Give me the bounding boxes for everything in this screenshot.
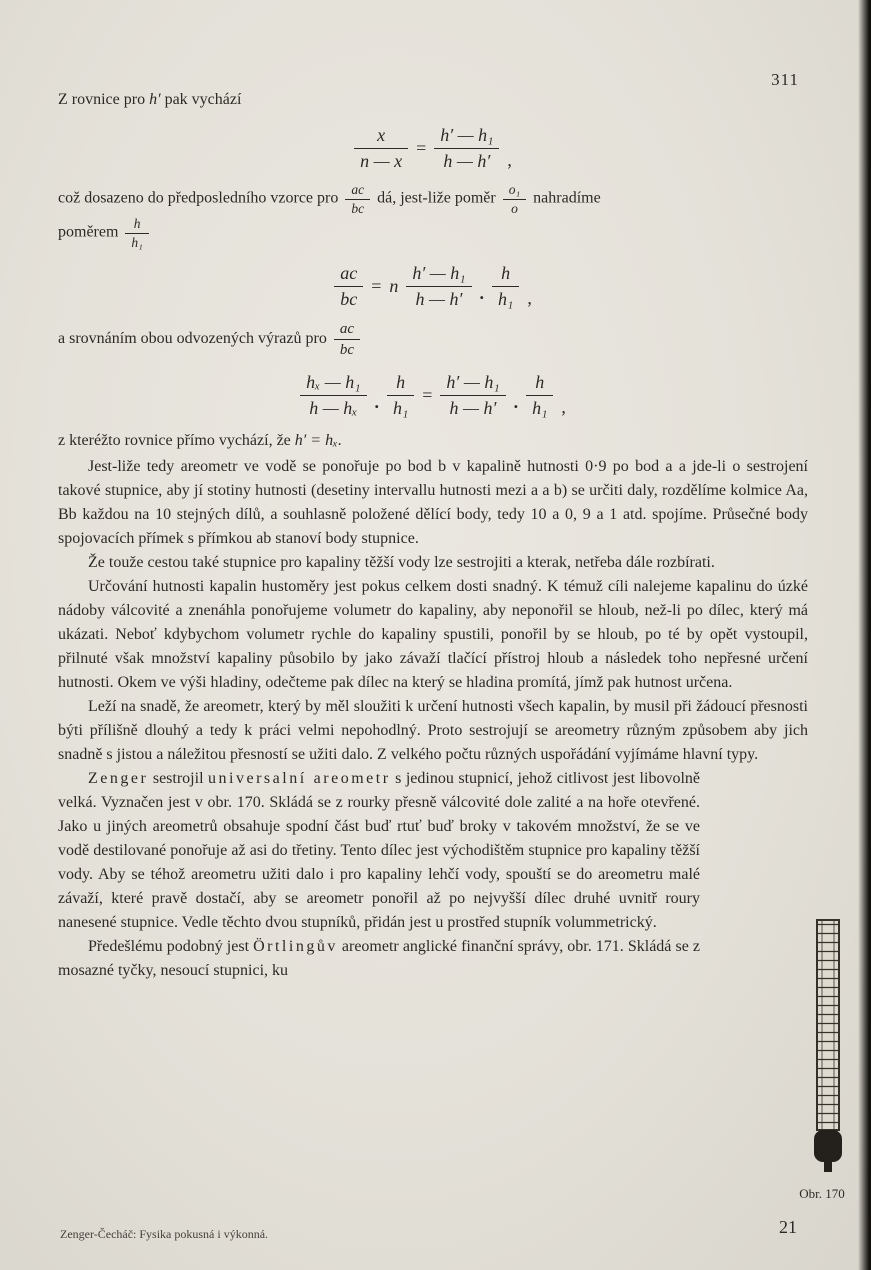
numerator: h′ — h₁ [434, 124, 499, 149]
denominator: h₁ [498, 288, 514, 309]
text-segment: . [337, 432, 342, 450]
denominator: n — x [360, 150, 403, 171]
numerator: h [125, 216, 148, 234]
numerator: hₓ — h₁ [300, 371, 366, 396]
lead-line [58, 88, 808, 112]
conclusion-math: h′ = hₓ [294, 432, 338, 450]
denominator: bc [339, 342, 354, 359]
fraction-o1-o-inline [503, 182, 526, 216]
fraction-hx-over-h [300, 371, 366, 419]
fraction-h-h1-inline [125, 216, 148, 250]
comma: , [507, 150, 512, 170]
denominator: h₁ [532, 397, 548, 418]
equals-sign: = [416, 138, 427, 158]
denominator: h — h′ [443, 150, 491, 171]
equation-1 [58, 124, 808, 172]
universal-areometer-term: universalní areometr [208, 770, 391, 788]
zenger-name: Zenger [88, 770, 149, 788]
text-segment: dá, jest-liže poměr [377, 189, 496, 207]
oertling-name: Örtlingův [253, 938, 338, 956]
page-number: 311 [771, 70, 799, 89]
denominator: bc [340, 288, 358, 309]
text-segment: areometr anglické finanční správy, obr. 171. Skládá se z mosazné tyčky, nesoucí stupnici, ku [58, 938, 700, 980]
equals-sign: = [422, 385, 433, 406]
page-content [58, 88, 808, 983]
denominator: o [511, 200, 518, 216]
text-segment: poměrem [58, 223, 119, 241]
fraction-hprime-over-h [406, 262, 471, 310]
lead-text-2: pak vychází [160, 91, 242, 108]
comma: , [527, 288, 532, 309]
numerator: ac [345, 182, 370, 200]
numerator: h′ — h₁ [406, 262, 471, 287]
numerator: x [354, 124, 408, 149]
denominator: bc [351, 200, 365, 216]
numerator: ac [334, 262, 363, 287]
numerator: ac [334, 320, 360, 340]
equation-3 [58, 371, 808, 419]
text-segment: z kteréžto rovnice přímo vychází, že [58, 432, 295, 450]
paragraph-zenger [58, 767, 700, 935]
denominator: h — h′ [415, 288, 463, 309]
text-segment: Předešlému podobný jest [88, 938, 254, 956]
fraction-h-h1-2 [526, 371, 553, 419]
denominator: h — hₓ [309, 397, 358, 418]
numerator: o₁ [503, 182, 526, 200]
paragraph-scale-construction: Jest-liže tedy areometr ve vodě se ponořuje po bod b v kapalině hutnosti 0·9 po bod a a jde-li o sestrojení takové stupnice, aby jí stotiny hutnosti (desetiny intervallu hutnosti mezi a a b) se určiti daly, rozdělíme kolmice Aa, Bb každou na 10 stejných dílů, a souhlasně položené dělící body, tedy 10 a 0, 9 a 1 atd. spojíme. Průsečné body spojovacích přímek s přímkou ab stanoví body stupnice. [58, 458, 808, 548]
paragraph-comparison [58, 320, 808, 359]
lead-variable: h′ [149, 91, 161, 108]
fraction-h-h1 [387, 371, 414, 419]
numerator: h′ — h₁ [440, 371, 505, 396]
multiplication-dot: . [374, 392, 379, 413]
figure-caption: Obr. 170 [799, 1186, 845, 1201]
text-segment: což dosazeno do předposledního vzorce pro [58, 189, 339, 207]
paragraph-density-measurement: Určování hutnosti kapalin hustoměry jest pokus celkem dosti snadný. K témuž cíli nalejeme kapalinu do úzké nádoby válcovité a znenáhla ponořujeme volumetr do kapaliny, aby neponořil se hloub, než-li po dílec, který má ukázati. Neboť kdybychom volumetr rychle do kapaliny spustili, ponořil by se hloub, po té by opět vystoupil, přilnuté však množství kapaliny působilo by jako závaží tlačící přístroj hloub a následek toho nepřesné určení hutnosti. Okem ve výši hladiny, odečteme pak dílec na který se hladina promítá, jímž pak hutnost určena. [58, 578, 808, 692]
footer-signature-number: 21 [779, 1217, 797, 1237]
denominator: h₁ [131, 234, 143, 250]
paragraph-conclusion [58, 429, 808, 453]
fraction-ac-bc-inline-2 [334, 320, 360, 359]
paragraph-areometer-length: Leží na snadě, že areometr, který by měl sloužiti k určení hutnosti všech kapalin, by musil při žádoucí přesnosti býti přílišně dlouhý a tedy k práci velmi nepohodlný. Proto sestrojují se areometry různým způsobem aby jich snadně s jistou a náležitou přesností se užiti dalo. Z velkého počtu různých uspořádání vyjímáme hlavní typy. [58, 698, 808, 764]
numerator: h [492, 262, 519, 287]
denominator: h — h′ [449, 397, 497, 418]
multiplication-dot: . [479, 283, 485, 304]
figure-areometer [800, 918, 856, 1202]
page-edge-shadow [858, 0, 871, 1270]
fraction-hprime-over-h [440, 371, 505, 419]
paragraph-oertling [58, 935, 700, 983]
text-segment: nahradíme [533, 189, 601, 207]
coefficient-n: n [389, 276, 399, 297]
paragraph-heavier-liquids: Že touže cestou také stupnice pro kapaliny těžší vody lze sestrojiti a kterak, netřeba dále rozbírati. [88, 554, 715, 572]
paragraph-substitution [58, 182, 808, 250]
areometer-illustration [805, 918, 851, 1176]
equals-sign: = [371, 276, 382, 297]
footer-book-title: Zenger-Čecháč: Fysika pokusná i výkonná. [60, 1227, 269, 1241]
fraction-ac-bc-inline [345, 182, 370, 216]
denominator: h₁ [393, 397, 409, 418]
equation-2 [58, 262, 808, 310]
comma: , [561, 397, 566, 418]
text-segment: sestrojil [148, 770, 209, 788]
lead-text: Z rovnice pro [58, 91, 150, 108]
numerator: h [526, 371, 553, 396]
text-segment: a srovnáním obou odvozených výrazů pro [58, 330, 327, 348]
fraction-hprime-over-h [434, 124, 499, 172]
multiplication-dot: . [513, 392, 519, 413]
fraction-x-over-n-minus-x [354, 124, 408, 172]
fraction-h-h1 [492, 262, 519, 310]
fraction-ac-bc [334, 262, 363, 310]
text-segment: s jedinou stupnicí, jehož citlivost jest libovolně velká. Vyznačen jest v obr. 170. Skládá se z rourky přesně válcovité dole zalité a na hoře otevřené. Jako u jiných areometrů obsahuje spodní část buď rtuť buď broky v takovém množství, že se ve vodě destilované ponořuje až asi do třetiny. Tento dílec jest východištěm stupnice pro kapaliny těžší vody. Aby se téhož areometru užiti dalo i pro kapaliny lehčí vody, spouští se do areometru malé závaží, které pravě dostačí, aby se areometr ponořil až po nejvyšší dílec druhé uvnitř roury nanesené stupnice. Vedle těchto dvou stupníků, přidán jest u prostřed stupník volummetrický. [58, 770, 700, 932]
numerator: h [387, 371, 414, 396]
